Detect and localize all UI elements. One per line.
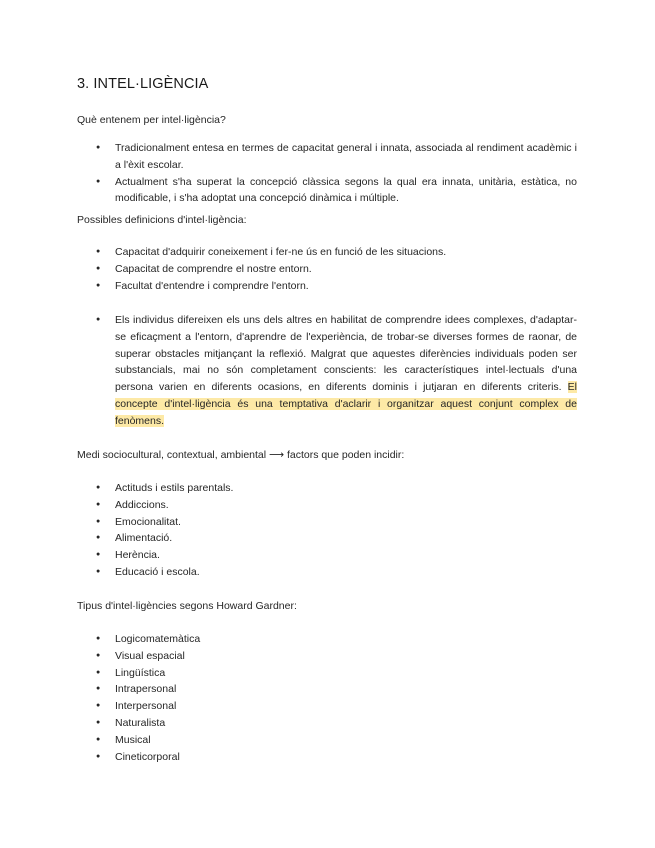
gardner-list (77, 631, 577, 765)
list-item: ● Herència. (77, 547, 577, 564)
list-item: ● Naturalista (77, 715, 577, 732)
list-item: ● Facultat d'entendre i comprendre l'entorn. (77, 278, 577, 295)
highlighted-text: El concepte d'intel·ligència és una temptativa d'aclarir i organitzar aquest conjunt complex de fenòmens. (115, 381, 577, 427)
factors-heading: Medi sociocultural, contextual, ambiental ⟶ factors que poden incidir: (77, 449, 405, 461)
gardner-heading: Tipus d'intel·ligències segons Howard Gardner: (77, 600, 297, 612)
list-item: ● Visual espacial (77, 648, 577, 665)
list-item: ● Actualment s'ha superat la concepció clàssica segons la qual era innata, unitària, estàtica, no modificable, i s'ha adoptat una concepció dinàmica i múltiple. (77, 174, 577, 208)
list-item: ● Intrapersonal (77, 681, 577, 698)
list-item: ● Actituds i estils parentals. (77, 480, 577, 497)
definitions-heading: Possibles definicions d'intel·ligència: (77, 214, 247, 226)
list-item (77, 312, 577, 430)
list-item: ● Interpersonal (77, 698, 577, 715)
concept-list (77, 140, 577, 207)
list-item: ● Lingüística (77, 665, 577, 682)
individuals-list (77, 312, 577, 430)
question-text: Què entenem per intel·ligència? (77, 114, 226, 126)
list-item: ● Tradicionalment entesa en termes de capacitat general i innata, associada al rendiment acadèmic i a l'èxit escolar. (77, 140, 577, 174)
list-item: ● Logicomatemàtica (77, 631, 577, 648)
list-item: ● Musical (77, 732, 577, 749)
list-item: ● Alimentació. (77, 530, 577, 547)
list-item: ● Capacitat de comprendre el nostre entorn. (77, 261, 577, 278)
list-item: ● Educació i escola. (77, 564, 577, 581)
list-item: ● Capacitat d'adquirir coneixement i fer-ne ús en funció de les situacions. (77, 244, 577, 261)
factors-list (77, 480, 577, 581)
list-item: ● Emocionalitat. (77, 514, 577, 531)
definitions-list (77, 244, 577, 294)
individuals-text: Els individus difereixen els uns dels altres en habilitat de comprendre idees complexes, d'adaptar-se eficaçment a l'entorn, d'aprendre de l'experiència, de trobar-se diverses formes de raonar, de superar obstacles mitjançant la reflexió. Malgrat que aquestes diferències individuals poden ser substancials, mai no són completament conscients: les característiques intel·lectuals d'una persona varien en diferents ocasions, en diferents dominis i jutjaran en diferents criteris. (115, 314, 577, 394)
list-item: ● Cineticorporal (77, 749, 577, 766)
list-item: ● Addiccions. (77, 497, 577, 514)
section-title: 3. INTEL·LIGÈNCIA (77, 76, 209, 92)
